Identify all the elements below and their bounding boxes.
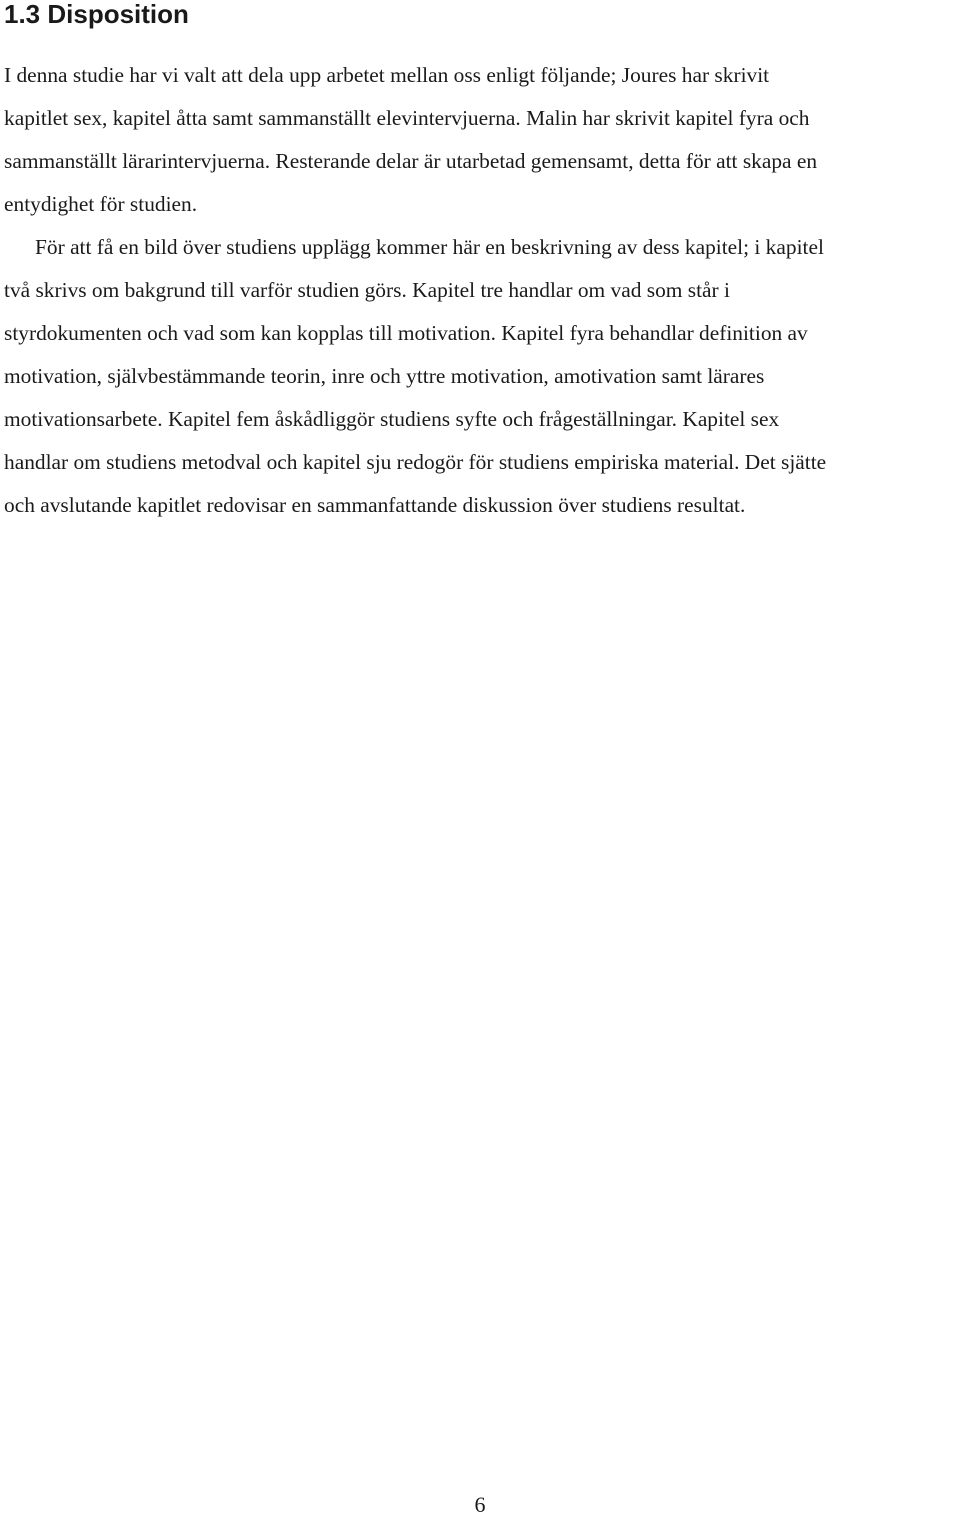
paragraph-line: sammanställt lärarintervjuerna. Resterande delar är utarbetad gemensamt, detta för att skapa en — [4, 149, 818, 173]
page-number: 6 — [474, 1492, 486, 1517]
section-heading: 1.3 Disposition — [4, 0, 189, 29]
paragraph-line: kapitlet sex, kapitel åtta samt sammanställt elevintervjuerna. Malin har skrivit kapitel fyra och — [4, 106, 810, 130]
paragraph-line: och avslutande kapitlet redovisar en sammanfattande diskussion över studiens resultat. — [4, 493, 746, 517]
paragraph-line: styrdokumenten och vad som kan kopplas till motivation. Kapitel fyra behandlar definition av — [4, 321, 808, 345]
paragraph-authorship — [4, 54, 960, 226]
paragraph-line: I denna studie har vi valt att dela upp arbetet mellan oss enligt följande; Joures har skrivit — [4, 63, 770, 87]
paragraph-line: motivation, självbestämmande teorin, inre och yttre motivation, amotivation samt lärares — [4, 364, 765, 388]
paragraph-chapter-overview — [4, 226, 960, 527]
paragraph-line: motivationsarbete. Kapitel fem åskådliggör studiens syfte och frågeställningar. Kapitel sex — [4, 407, 780, 431]
paragraph-line: två skrivs om bakgrund till varför studien görs. Kapitel tre handlar om vad som står i — [4, 278, 730, 302]
paragraph-line: För att få en bild över studiens upplägg kommer här en beskrivning av dess kapitel; i kapitel — [35, 235, 824, 259]
paragraph-line: handlar om studiens metodval och kapitel sju redogör för studiens empiriska material. Det sjätte — [4, 450, 827, 474]
paragraph-line: entydighet för studien. — [4, 192, 198, 216]
